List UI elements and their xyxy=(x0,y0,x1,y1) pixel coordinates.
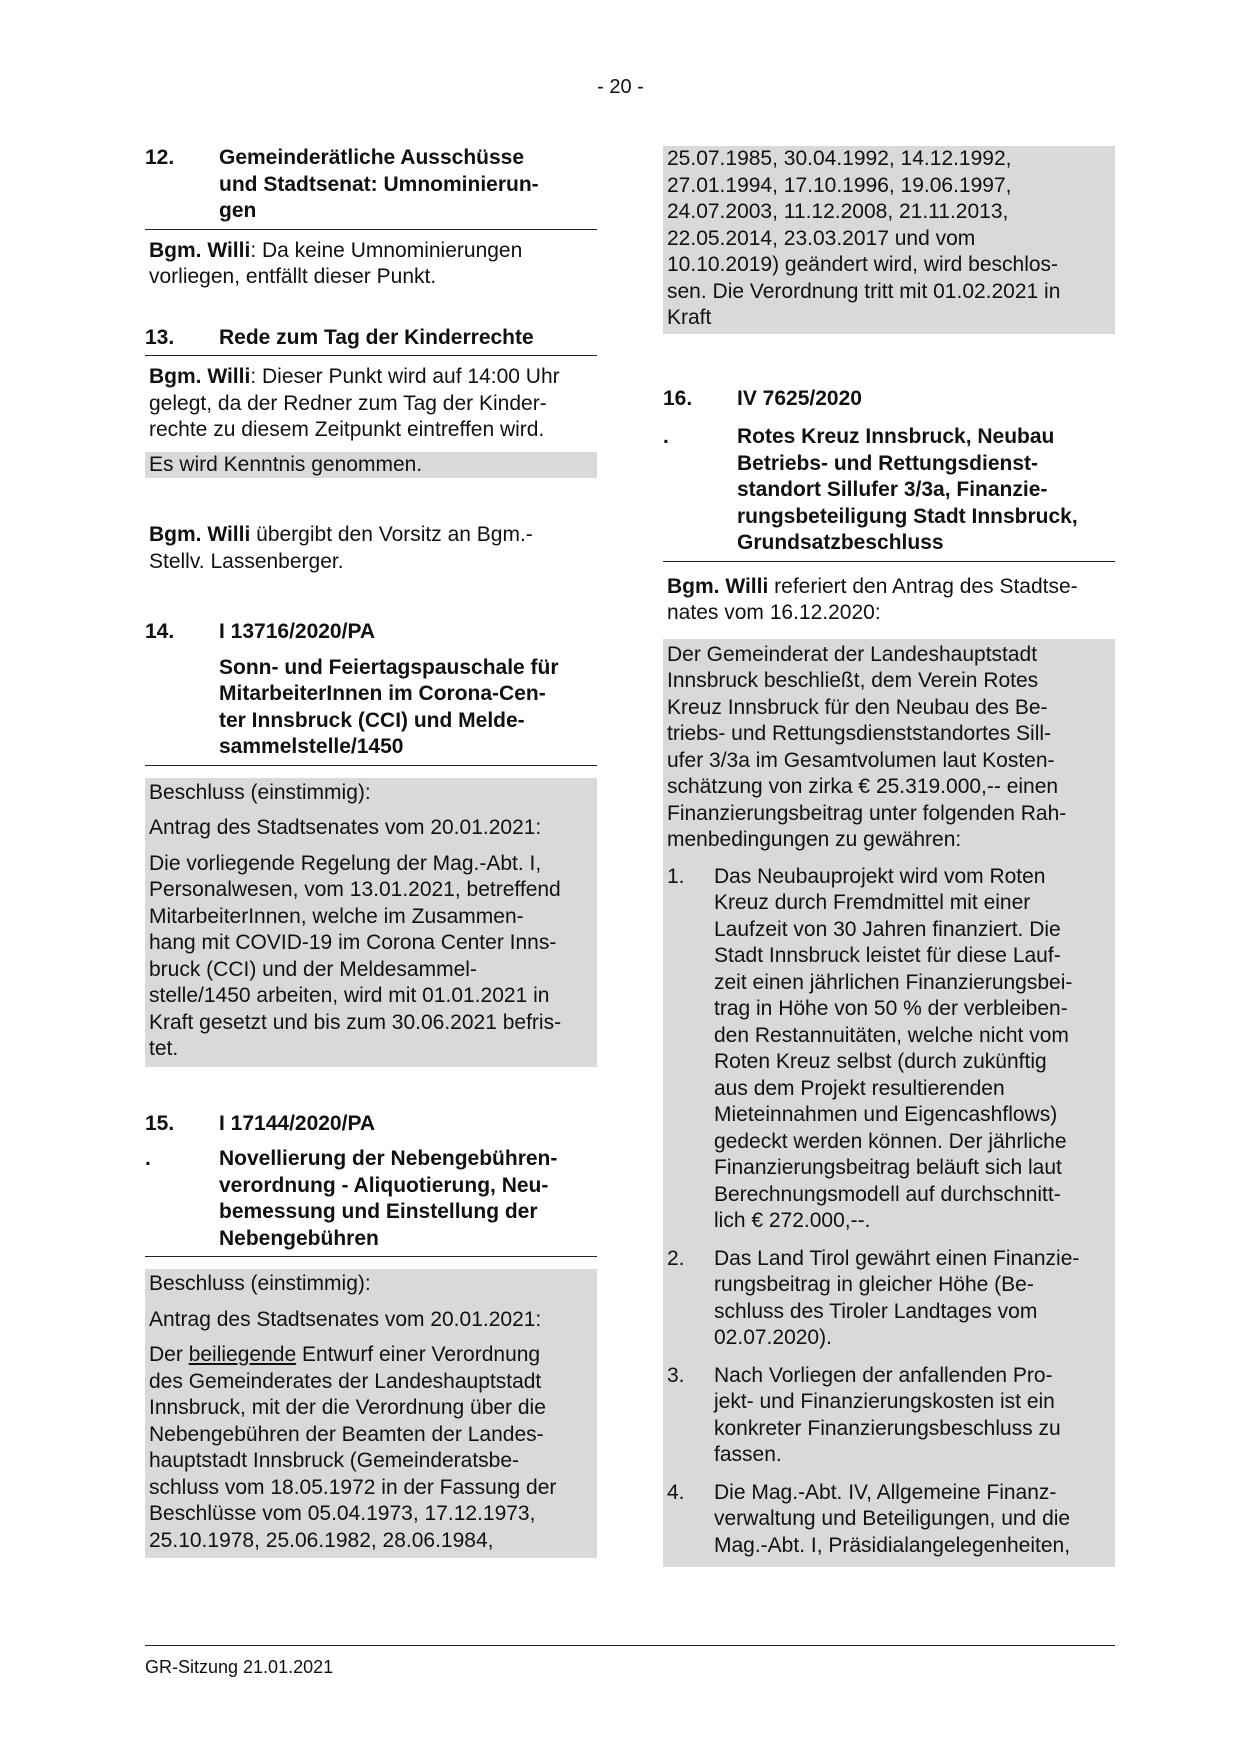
item-15-title xyxy=(145,1146,597,1252)
text-line: den Restannuitäten, welche nicht vom xyxy=(714,1023,1069,1047)
item-15-resolution-continued xyxy=(663,146,1115,334)
motion-label: Antrag des Stadtsenates vom 20.01.2021: xyxy=(149,1307,542,1331)
title-line: Sonn- und Feiertagspauschale für xyxy=(219,655,559,679)
text-line: Das Neubauprojekt wird vom Roten xyxy=(714,864,1046,888)
decision-label: Beschluss (einstimmig): xyxy=(149,780,371,804)
footer-divider xyxy=(145,1645,1115,1646)
text-line: 22.05.2014, 23.03.2017 und vom xyxy=(667,226,976,250)
item-13-note: Es wird Kenntnis genommen. xyxy=(145,452,597,479)
item-dot: . xyxy=(145,1147,151,1170)
text-line: lich € 272.000,--. xyxy=(714,1209,871,1232)
text-line: menbedingungen zu gewähren: xyxy=(667,828,962,851)
title-line: Rotes Kreuz Innsbruck, Neubau xyxy=(737,425,1055,448)
title-line: rungsbeteiligung Stadt Innsbruck, xyxy=(737,504,1078,528)
text-line: Finanzierungsbeitrag unter folgenden Rah- xyxy=(667,801,1067,825)
text-line: Mag.-Abt. I, Präsidialangelegenheiten, xyxy=(714,1533,1071,1557)
text-line: schluss vom 18.05.1972 in der Fassung der xyxy=(149,1475,557,1499)
item-15-resolution xyxy=(145,1269,597,1558)
item-number: 14. xyxy=(145,620,175,643)
text-line: Stadt Innsbruck leistet für diese Lauf- xyxy=(714,944,1061,967)
item-13-statement xyxy=(145,364,597,444)
text-line: Mieteinnahmen und Eigencashflows) xyxy=(714,1103,1058,1126)
conditions-list xyxy=(667,864,1111,1560)
text-line: rechte zu diesem Zeitpunkt eintreffen wird. xyxy=(149,418,545,441)
text-line: MitarbeiterInnen, welche im Zusammen- xyxy=(149,904,524,928)
text-line: bruck (CCI) und der Meldesammel- xyxy=(149,957,477,981)
text-line: triebs- und Rettungsdienststandortes Sill- xyxy=(667,722,1052,745)
text-line: nates vom 16.12.2020: xyxy=(667,601,881,624)
title-line: ter Innsbruck (CCI) und Melde- xyxy=(219,708,525,732)
decision-label: Beschluss (einstimmig): xyxy=(149,1272,371,1295)
item-14-title xyxy=(145,655,597,761)
title-line: verordnung - Aliquotierung, Neu- xyxy=(219,1173,549,1197)
text-line: Berechnungsmodell auf durchschnitt- xyxy=(714,1182,1061,1206)
list-item xyxy=(667,1246,1111,1352)
text-line: jekt- und Finanzierungskosten ist ein xyxy=(714,1390,1055,1413)
text-line: Laufzeit von 30 Jahren finanziert. Die xyxy=(714,917,1061,941)
title-line: Grundsatzbeschluss xyxy=(737,531,944,554)
text-line: Roten Kreuz selbst (durch zukünftig xyxy=(714,1050,1047,1073)
item-title: Rede zum Tag der Kinderrechte xyxy=(219,325,534,349)
text-line: Das Land Tirol gewährt einen Finanzie- xyxy=(714,1246,1080,1270)
text-line: trag in Höhe von 50 % der verbleiben- xyxy=(714,997,1068,1020)
text-line: Innsbruck beschließt, dem Verein Rotes xyxy=(667,669,1039,692)
text-line: schluss des Tiroler Landtages vom xyxy=(714,1299,1038,1323)
text-line: zeit einen jährlichen Finanzierungsbei- xyxy=(714,970,1073,994)
item-reference: I 17144/2020/PA xyxy=(219,1111,376,1135)
text-line: Innsbruck, mit der die Verordnung über die xyxy=(149,1396,546,1419)
speaker-name: Bgm. Willi xyxy=(667,574,769,598)
item-16-statement xyxy=(663,574,1115,627)
list-item xyxy=(667,864,1111,1235)
text-line: : Da keine Umnominierungen xyxy=(250,238,523,262)
divider xyxy=(145,765,597,766)
item-12-heading xyxy=(145,145,597,225)
item-reference: I 13716/2020/PA xyxy=(219,620,376,643)
item-number: 13. xyxy=(145,325,175,349)
title-line: und Stadtsenat: Umnominierun- xyxy=(219,172,539,196)
text-line: Kreuz Innsbruck für den Neubau des Be- xyxy=(667,695,1048,719)
item-15-heading xyxy=(145,1111,597,1138)
text-line: Kreuz durch Fremdmittel mit einer xyxy=(714,891,1031,914)
page-number: - 20 - xyxy=(597,76,644,98)
text-line: Die Mag.-Abt. IV, Allgemeine Finanz- xyxy=(714,1480,1057,1504)
text-line: des Gemeinderates der Landeshauptstadt xyxy=(149,1369,542,1393)
text-line: Stellv. Lassenberger. xyxy=(149,549,344,573)
title-line: Gemeinderätliche Ausschüsse xyxy=(219,146,525,169)
title-line: gen xyxy=(219,199,257,222)
resolution-body xyxy=(149,851,593,1063)
divider xyxy=(145,355,597,356)
footer-text: GR-Sitzung 21.01.2021 xyxy=(145,1657,334,1677)
divider xyxy=(145,1256,597,1257)
resolution-body xyxy=(149,1342,593,1554)
title-line: Novellierung der Nebengebühren- xyxy=(219,1147,558,1170)
title-line: bemessung und Einstellung der xyxy=(219,1200,538,1223)
text-line: Personalwesen, vom 13.01.2021, betreffend xyxy=(149,878,561,901)
text-line: gedeckt werden können. Der jährliche xyxy=(714,1129,1067,1153)
item-16-title xyxy=(663,424,1115,557)
text-line: übergibt den Vorsitz an Bgm.- xyxy=(250,523,533,546)
text-segment: Der xyxy=(149,1343,189,1366)
item-12-statement xyxy=(145,238,597,291)
speaker-name: Bgm. Willi xyxy=(149,238,251,262)
list-number: 4. xyxy=(667,1480,685,1504)
list-number: 2. xyxy=(667,1246,685,1270)
list-number: 3. xyxy=(667,1363,685,1387)
text-line: fassen. xyxy=(714,1443,782,1466)
text-line: sen. Die Verordnung tritt mit 01.02.2021 in xyxy=(667,279,1061,303)
item-number: 15. xyxy=(145,1111,175,1135)
title-line: Nebengebühren xyxy=(219,1226,379,1250)
left-column xyxy=(145,145,597,1558)
title-line: Betriebs- und Rettungsdienst- xyxy=(737,451,1039,475)
text-line: ufer 3/3a im Gesamtvolumen laut Kosten- xyxy=(667,748,1055,772)
list-item xyxy=(667,1363,1111,1469)
title-line: standort Sillufer 3/3a, Finanzie- xyxy=(737,478,1048,501)
text-line: hauptstadt Innsbruck (Gemeinderatsbe- xyxy=(149,1449,520,1472)
text-line: vorliegen, entfällt dieser Punkt. xyxy=(149,265,437,288)
text-line: stelle/1450 arbeiten, wird mit 01.01.2021 in xyxy=(149,984,550,1007)
text-line: gelegt, da der Redner zum Tag der Kinder- xyxy=(149,391,547,415)
text-line: 10.10.2019) geändert wird, wird beschlos- xyxy=(667,253,1059,276)
item-number: 12. xyxy=(145,146,175,169)
text-line: Finanzierungsbeitrag beläuft sich laut xyxy=(714,1156,1062,1179)
text-line: 24.07.2003, 11.12.2008, 21.11.2013, xyxy=(667,200,1009,223)
speaker-name: Bgm. Willi xyxy=(149,365,251,388)
title-line: MitarbeiterInnen im Corona-Cen- xyxy=(219,682,546,705)
item-number: 16. xyxy=(663,386,693,410)
item-dot: . xyxy=(663,425,669,448)
divider xyxy=(663,561,1115,562)
text-line: 25.10.1978, 25.06.1982, 28.06.1984, xyxy=(149,1528,494,1552)
text-line: Der Gemeinderat der Landeshauptstadt xyxy=(667,642,1038,666)
item-16-heading xyxy=(663,386,1115,413)
text-line: rungsbeitrag in gleicher Höhe (Be- xyxy=(714,1273,1034,1296)
text-line: 02.07.2020). xyxy=(714,1326,832,1349)
list-number: 1. xyxy=(667,864,685,888)
chair-handover xyxy=(145,522,597,575)
text-line: Kraft xyxy=(667,306,712,329)
text-line: tet. xyxy=(149,1037,179,1060)
text-line: hang mit COVID-19 im Corona Center Inns- xyxy=(149,931,557,954)
item-14-heading xyxy=(145,619,597,646)
divider xyxy=(145,229,597,230)
attached-document-link: beiliegende xyxy=(188,1343,297,1366)
resolution-intro xyxy=(667,642,1111,854)
text-line: : Dieser Punkt wird auf 14:00 Uhr xyxy=(250,365,560,388)
item-reference: IV 7625/2020 xyxy=(737,386,862,410)
item-16-resolution xyxy=(663,639,1115,1568)
text-line: schätzung von zirka € 25.319.000,-- einen xyxy=(667,775,1059,798)
text-segment: Entwurf einer Verordnung xyxy=(296,1343,541,1366)
text-line: Die vorliegende Regelung der Mag.-Abt. I, xyxy=(149,851,542,875)
item-title xyxy=(219,145,597,225)
item-13-heading xyxy=(145,325,597,352)
text-line: verwaltung und Beteiligungen, und die xyxy=(714,1507,1071,1530)
text-line: konkreter Finanzierungsbeschluss zu xyxy=(714,1416,1061,1440)
text-line: 25.07.1985, 30.04.1992, 14.12.1992, xyxy=(667,147,1012,170)
text-line: Nebengebühren der Beamten der Landes- xyxy=(149,1422,544,1446)
right-column xyxy=(663,146,1115,1567)
motion-label: Antrag des Stadtsenates vom 20.01.2021: xyxy=(149,816,542,839)
list-item xyxy=(667,1480,1111,1560)
speaker-name: Bgm. Willi xyxy=(149,523,251,546)
text-line: 27.01.1994, 17.10.1996, 19.06.1997, xyxy=(667,173,1012,197)
text-line: referiert den Antrag des Stadtse- xyxy=(768,574,1078,598)
item-14-resolution xyxy=(145,778,597,1067)
text-line: aus dem Projekt resultierenden xyxy=(714,1076,1005,1100)
title-line: sammelstelle/1450 xyxy=(219,735,404,758)
text-line: Kraft gesetzt und bis zum 30.06.2021 befris- xyxy=(149,1010,562,1034)
text-line: Beschlüsse vom 05.04.1973, 17.12.1973, xyxy=(149,1502,536,1525)
text-line: Nach Vorliegen der anfallenden Pro- xyxy=(714,1363,1053,1387)
